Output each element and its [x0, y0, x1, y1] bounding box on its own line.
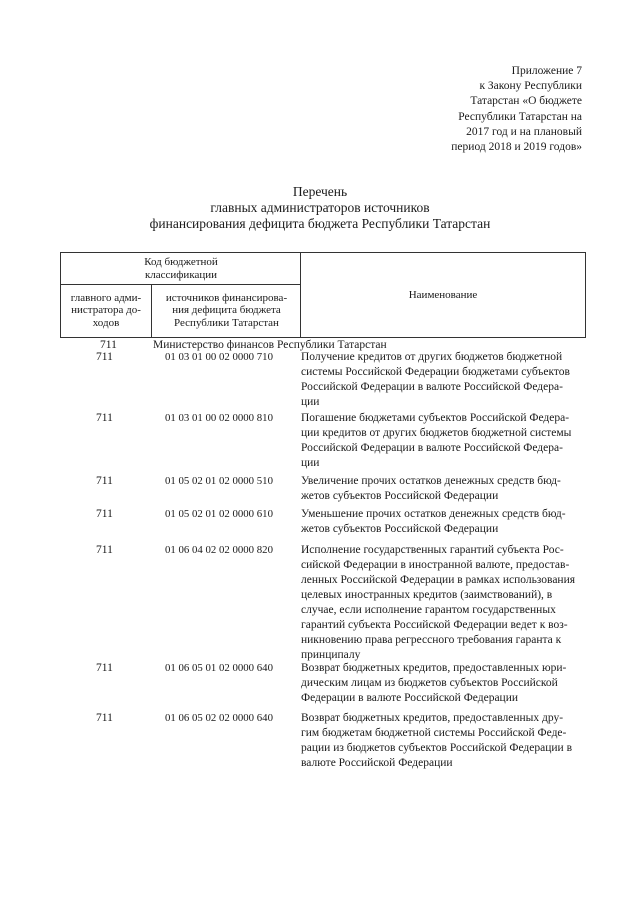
row-name-line: Погашение бюджетами субъектов Российской Федера- [301, 412, 570, 424]
source-code: 01 06 05 01 02 0000 640 [165, 662, 273, 674]
appendix-line: Приложение 7 [511, 65, 582, 77]
admin-code: 711 [96, 508, 113, 520]
source-code: 01 05 02 01 02 0000 610 [165, 508, 273, 520]
header-source-column [152, 284, 301, 337]
header-text: источников финансирова- [165, 291, 288, 304]
row-name [301, 350, 585, 410]
source-code: 01 03 01 00 02 0000 810 [165, 412, 273, 424]
row-name-line: случае, если исполнение гарантом государственных [301, 604, 556, 616]
row-name-line: жетов субъектов Российской Федерации [301, 523, 499, 535]
row-name-line: Российской Федерации в валюте Российской Федера- [301, 442, 563, 454]
title-line: Перечень [292, 184, 348, 199]
ministry-name: Министерство финансов Республики Татарстан [153, 339, 387, 351]
row-name-line: Увеличение прочих остатков денежных средств бюд- [301, 475, 561, 487]
appendix-line: к Закону Республики [479, 80, 582, 93]
row-name [301, 711, 585, 771]
table-header-name [300, 252, 586, 338]
header-text: нистратора до- [71, 304, 141, 317]
row-name-line: никновению права регрессного требования гаранта к [301, 634, 562, 646]
title-line: главных администраторов источников [210, 200, 430, 215]
row-name-line: Возврат бюджетных кредитов, предоставленных дру- [301, 712, 564, 724]
source-code: 01 03 01 00 02 0000 710 [165, 351, 273, 363]
header-code-group [61, 253, 301, 285]
header-text: ходов [92, 316, 120, 329]
header-admin-column [61, 284, 152, 337]
row-name [301, 411, 585, 471]
row-name-line: системы Российской Федерации бюджетами субъектов [301, 366, 570, 378]
source-code: 01 05 02 01 02 0000 510 [165, 475, 273, 487]
source-code: 01 06 04 02 02 0000 820 [165, 544, 273, 556]
row-name [301, 661, 585, 706]
row-name-line: гарантий субъекта Российской Федерации ведет к воз- [301, 619, 568, 631]
row-name-line: сийской Федерации в иностранной валюте, предостав- [301, 559, 570, 571]
row-name-line: Возврат бюджетных кредитов, предоставленных юри- [301, 662, 567, 674]
header-text: ния дефицита бюджета [172, 304, 281, 317]
admin-code: 711 [96, 712, 113, 724]
row-name-line: Российской Федерации в валюте Российской Федера- [301, 381, 563, 393]
row-name-line: Уменьшение прочих остатков денежных средств бюд- [301, 508, 566, 520]
admin-code: 711 [96, 475, 113, 487]
table-header-code [60, 252, 301, 338]
row-name [301, 507, 585, 537]
row-name-line: Федерации в валюте Российской Федерации [301, 692, 519, 704]
title-line: финансирования дефицита бюджета Республики Татарстан [149, 216, 491, 231]
appendix-line: 2017 год и на плановый [466, 125, 582, 138]
admin-code: 711 [96, 544, 113, 556]
row-name [301, 474, 585, 504]
appendix-line: период 2018 и 2019 годов» [451, 141, 582, 154]
admin-code: 711 [96, 351, 113, 363]
header-text: Код бюджетной [144, 256, 218, 268]
document-title [0, 184, 640, 232]
row-name-line: ленных Российской Федерации в рамках использования [301, 574, 576, 586]
row-name-line: ции [301, 396, 320, 408]
row-name-line: жетов субъектов Российской Федерации [301, 490, 499, 502]
row-name-line: ции кредитов от других бюджетов бюджетной системы [301, 427, 572, 439]
header-text: главного адми- [70, 291, 142, 304]
header-text: Наименование [408, 288, 478, 301]
row-name [301, 543, 585, 663]
row-name-line: валюте Российской Федерации [301, 757, 453, 769]
source-code: 01 06 05 02 02 0000 640 [165, 712, 273, 724]
row-name-line: гим бюджетам бюджетной системы Российской Феде- [301, 727, 567, 739]
row-name-line: Получение кредитов от других бюджетов бюджетной [301, 351, 563, 363]
row-name-line: Исполнение государственных гарантий субъекта Рос- [301, 544, 564, 556]
appendix-line: Республики Татарстан на [458, 110, 582, 123]
row-name-line: принципалу [301, 649, 361, 661]
header-text: Республики Татарстан [174, 316, 279, 329]
row-name-line: рации из бюджетов субъектов Российской Федерации в [301, 742, 572, 754]
admin-code: 711 [96, 412, 113, 424]
appendix-note [410, 64, 582, 155]
appendix-line: Татарстан «О бюджете [470, 95, 582, 108]
row-name-line: целевых иностранных кредитов (заимствований), в [301, 589, 553, 601]
header-text: классификации [144, 268, 218, 281]
admin-code: 711 [96, 662, 113, 674]
row-name-line: дическим лицам из бюджетов субъектов Российской [301, 677, 558, 689]
row-name-line: ции [301, 457, 320, 469]
ministry-code: 711 [100, 339, 117, 351]
